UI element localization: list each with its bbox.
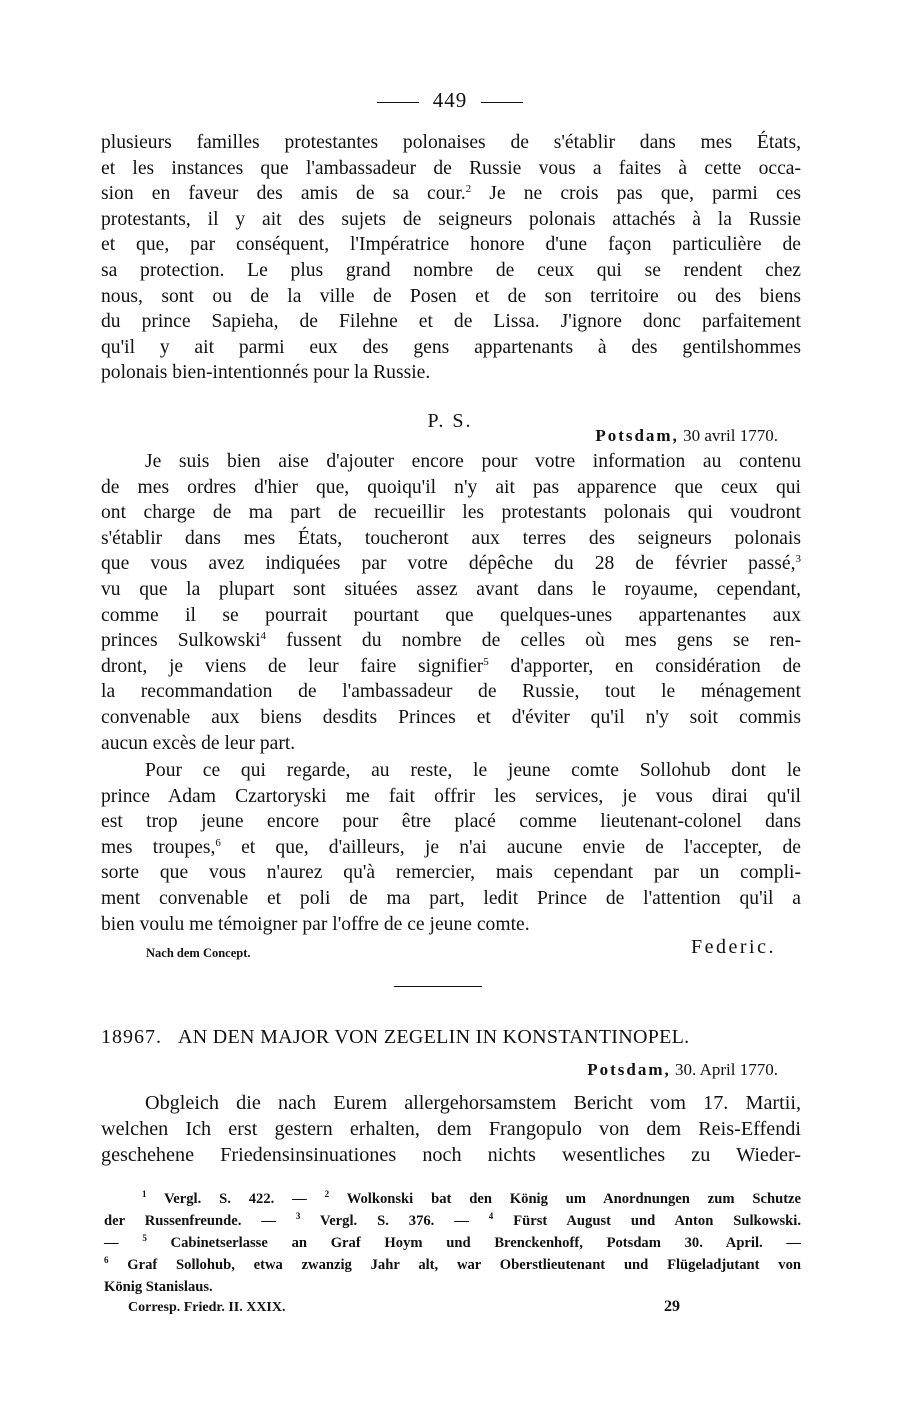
dateline-date: 30 avril 1770. [683,426,778,445]
page-number-dash-right [481,102,523,103]
text-line: aucun excès de leur part. [101,732,296,754]
signature: Federic. [691,936,776,958]
dateline-place: Potsdam, [587,1060,671,1079]
text-line: protestants, il y ait des sujets de seigneurs polonais attachés à la Russie [101,208,801,230]
text-line: et les instances que l'ambassadeur de Russie vous a faites à cette occa- [101,157,801,179]
text-line: dront, je viens de leur faire signifier$^5$ d'apporter, en considération de [101,655,801,677]
text-line: polonais bien-intentionnés pour la Russie. [101,362,431,384]
text-line: comme il se pourrait pourtant que quelques-unes appartenantes aux [101,604,801,626]
text-line: welchen Ich erst gestern erhalten, dem Frangopulo von dem Reis-Effendi [101,1118,801,1140]
letter-heading [101,1026,801,1049]
text-line: nous, sont ou de la ville de Posen et de son territoire ou des biens [101,285,801,307]
page-number-dash-left [377,102,419,103]
text-line: vu que la plupart sont situées assez avant dans le royaume, cependant, [101,578,801,600]
text-line: Obgleich die nach Eurem allergehorsamstem Bericht vom 17. Martii, [145,1092,801,1114]
text-line: bien voulu me témoigner par l'offre de ce jeune comte. [101,913,530,935]
text-line: ment convenable et poli de ma part, ledit Prince de l'attention qu'il a [101,887,801,909]
paragraph-2 [101,449,801,756]
footnote-ref: 4 [260,630,267,643]
text-line: sorte que vous n'aurez qu'à remercier, mais cependant par un compli- [101,862,801,884]
paragraph-4 [101,1090,801,1168]
footnote-line: $^1$ Vergl. S. 422. — $^2$ Wolkonski bat den König um Anordnungen zum Schutze [142,1189,802,1207]
footnote-line: der Russenfreunde. — $^3$ Vergl. S. 376. — $^4$ Fürst August und Anton Sulkowski. [104,1211,801,1229]
text-line: Je suis bien aise d'ajouter encore pour votre information au contenu [145,451,801,472]
postscript-title: P. S. [427,410,473,432]
text-line: convenable aux biens desdits Princes et d'éviter qu'il n'y soit commis [101,706,801,728]
letter-title: AN DEN MAJOR VON ZEGELIN IN KONSTANTINOPEL. [178,1026,690,1048]
text-line: plusieurs familles protestantes polonaises de s'établir dans mes États, [101,132,801,153]
text-line: geschehene Friedensinsinuationes noch nichts wesentliches zu Wieder- [101,1144,801,1166]
page-number: 449 [432,88,468,112]
text-line: la recommandation de l'ambassadeur de Russie, tout le ménagement [101,681,801,703]
text-line: que vous avez indiquées par votre dépêche du 28 de février passé,$^3$ [101,553,801,575]
dateline-place: Potsdam, [595,426,679,445]
text-line: de mes ordres d'hier que, quoiqu'il n'y ait pas apparence que ceux qui [101,476,801,498]
text-line: Pour ce qui regarde, au reste, le jeune comte Sollohub dont le [145,760,801,781]
section-divider [394,986,482,987]
concept-note: Nach dem Concept. [146,946,251,960]
text-line: est trop jeune encore pour être placé comme lieutenant-colonel dans [101,811,801,833]
footnote-line: — $^5$ Cabinetserlasse an Graf Hoym und Brenckenhoff, Potsdam 30. April. — [104,1233,801,1251]
letter-number: 18967. [101,1026,162,1048]
postscript-dateline [595,426,778,446]
letter-dateline [587,1060,778,1080]
text-line: qu'il y ait parmi eux des gens appartenants à des gentilshommes [101,336,801,358]
text-line: mes troupes,$^6$ et que, d'ailleurs, je n'ai aucune envie de l'accepter, de [101,836,801,858]
footer-signature-mark: 29 [664,1298,680,1315]
dateline-date: 30. April 1770. [675,1060,778,1079]
text-line: et que, par conséquent, l'Impératrice honore d'une façon particulière de [101,234,801,256]
footnote-line: $^6$ Graf Sollohub, etwa zwanzig Jahr alt, war Oberstlieutenant und Flügeladjutant von [104,1255,801,1273]
paragraph-3 [101,758,801,937]
paragraph-1 [101,130,801,386]
page-number-row [0,88,900,113]
footer-source: Corresp. Friedr. II. XXIX. [128,1300,286,1315]
footnote-ref: 6 [215,836,221,849]
text-line: s'établir dans mes États, toucheront aux terres des seigneurs polonais [101,527,801,549]
footnote-ref: 5 [483,655,489,668]
footnote-ref: 2 [465,183,472,196]
text-line: prince Adam Czartoryski me fait offrir les services, je vous dirai qu'il [101,785,801,807]
text-line: ont charge de ma part de recueillir les protestants polonais qui voudront [101,502,801,524]
text-line: sa protection. Le plus grand nombre de ceux qui se rendent chez [101,259,801,281]
footnote-ref: 3 [795,553,801,566]
footnotes [104,1188,801,1298]
text-line: du prince Sapieha, de Filehne et de Lissa. J'ignore donc parfaitement [101,311,801,333]
text-line: sion en faveur des amis de sa cour.$^2$ Je ne crois pas que, parmi ces [101,183,801,205]
text-line: princes Sulkowski$^4$ fussent du nombre de celles où mes gens se ren- [101,630,801,652]
footnote-line: König Stanislaus. [104,1279,213,1295]
